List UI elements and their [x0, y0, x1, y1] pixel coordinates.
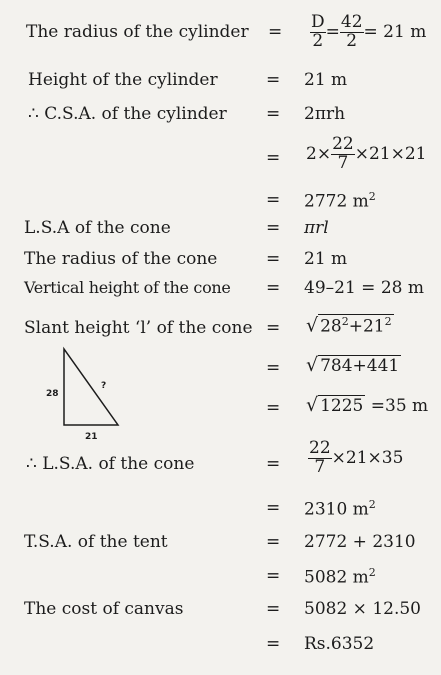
radicand: 784+441 — [320, 356, 400, 376]
superscript: 2 — [368, 190, 376, 203]
equals-sign: = — [266, 190, 281, 210]
line-radius-cylinder — [0, 14, 441, 60]
radicand-a: 28 — [320, 316, 342, 337]
label-radius-cylinder: The radius of the cylinder — [26, 22, 249, 42]
value-vertical-height: 49–21 = 28 m — [304, 278, 424, 298]
value-height-cylinder: 21 m — [304, 70, 348, 90]
line-cost-result — [0, 634, 441, 666]
equals-sign: = — [266, 358, 281, 378]
result: =35 m — [370, 396, 429, 416]
equals-sign: = — [266, 278, 281, 298]
equals-sign: = — [266, 454, 281, 474]
frac-den: 2 — [346, 30, 358, 51]
equals-sign: = — [266, 218, 281, 238]
radical-sign: √ — [306, 314, 319, 337]
frac-num: 22 — [309, 438, 331, 458]
frac-num: D — [311, 12, 325, 32]
equals-sign: = — [325, 21, 340, 42]
label-height-cylinder: Height of the cylinder — [28, 70, 218, 90]
label-cost-canvas: The cost of canvas — [24, 599, 184, 619]
value-slant-calc-2 — [306, 394, 428, 416]
superscript: 2 — [384, 315, 392, 328]
line-csa-calc — [0, 136, 441, 182]
equals-sign: = — [266, 498, 281, 518]
radical-sign: √ — [306, 394, 319, 416]
radicand-b: +21 — [348, 316, 385, 337]
value-text: 5082 m — [304, 567, 369, 588]
triangle-height-label: 28 — [46, 389, 59, 399]
line-cost-canvas — [0, 599, 441, 631]
equals-sign: = — [266, 104, 281, 124]
line-lsa-cone — [0, 218, 441, 250]
radicand — [318, 314, 394, 337]
value-csa-result — [304, 190, 376, 212]
value-csa-cylinder: 2πrh — [304, 104, 346, 124]
equals-sign: = — [266, 532, 281, 552]
equals-sign: = — [266, 148, 281, 168]
superscript: 2 — [368, 498, 376, 511]
value-tsa-result — [304, 566, 376, 588]
line-csa-cylinder — [0, 104, 441, 136]
equals-sign: = — [266, 599, 281, 619]
line-radius-cone — [0, 249, 441, 281]
label-lsa-cone: L.S.A of the cone — [24, 218, 171, 238]
value-tsa-tent: 2772 + 2310 — [304, 532, 416, 552]
value-lsa-cone-result — [304, 498, 376, 520]
value-slant-calc-1 — [306, 354, 401, 376]
equals-sign: = — [266, 398, 281, 418]
label-radius-cone: The radius of the cone — [24, 249, 218, 269]
line-tsa-result — [0, 566, 441, 598]
value-cost-canvas: 5082 × 12.50 — [304, 599, 421, 619]
radical-sign: √ — [306, 354, 319, 376]
line-lsa-cone-result — [0, 498, 441, 530]
equals-sign: = — [268, 22, 283, 42]
superscript: 2 — [341, 315, 349, 328]
line-lsa-cone-calc — [0, 440, 441, 486]
frac-den: 7 — [337, 152, 349, 173]
line-tsa-tent — [0, 532, 441, 564]
value-text: 2772 m — [304, 191, 369, 212]
equals-sign: = — [266, 249, 281, 269]
triangle-base-label: 21 — [85, 432, 98, 442]
value-radius-cone: 21 m — [304, 249, 348, 269]
equals-sign: = — [266, 566, 281, 586]
value-cost-result: Rs.6352 — [304, 634, 375, 654]
value-radius-cylinder — [310, 14, 426, 51]
equals-sign: = — [266, 318, 281, 338]
frac-den: 2 — [312, 30, 324, 51]
value-slant-height — [306, 314, 394, 337]
frac-den: 7 — [314, 456, 326, 477]
triangle-slant-label: ? — [101, 381, 107, 391]
value-lsa-cone-calc — [308, 440, 403, 477]
equals-sign: = — [266, 634, 281, 654]
frac-num: 22 — [332, 134, 354, 154]
value-csa-calc — [306, 136, 426, 173]
label-lsa-cone-calc: ∴ L.S.A. of the cone — [26, 454, 195, 474]
value-text: 2310 m — [304, 499, 369, 520]
label-csa-cylinder: ∴ C.S.A. of the cylinder — [28, 104, 227, 124]
suffix: ×21×35 — [331, 447, 404, 468]
superscript: 2 — [368, 566, 376, 579]
frac-num: 42 — [340, 12, 363, 32]
label-vertical-height: Vertical height of the cone — [24, 278, 231, 297]
equals-sign: = — [266, 70, 281, 90]
line-vertical-height — [0, 278, 441, 310]
value-lsa-cone: πrl — [304, 218, 329, 238]
line-height-cylinder — [0, 70, 441, 102]
label-tsa-tent: T.S.A. of the tent — [24, 532, 168, 552]
prefix: 2× — [306, 143, 332, 164]
label-slant-height: Slant height ‘l’ of the cone — [24, 318, 253, 338]
triangle-shape — [64, 349, 118, 425]
result: = 21 m — [363, 21, 427, 42]
suffix: ×21×21 — [354, 143, 427, 164]
radicand: 1225 — [320, 396, 364, 416]
